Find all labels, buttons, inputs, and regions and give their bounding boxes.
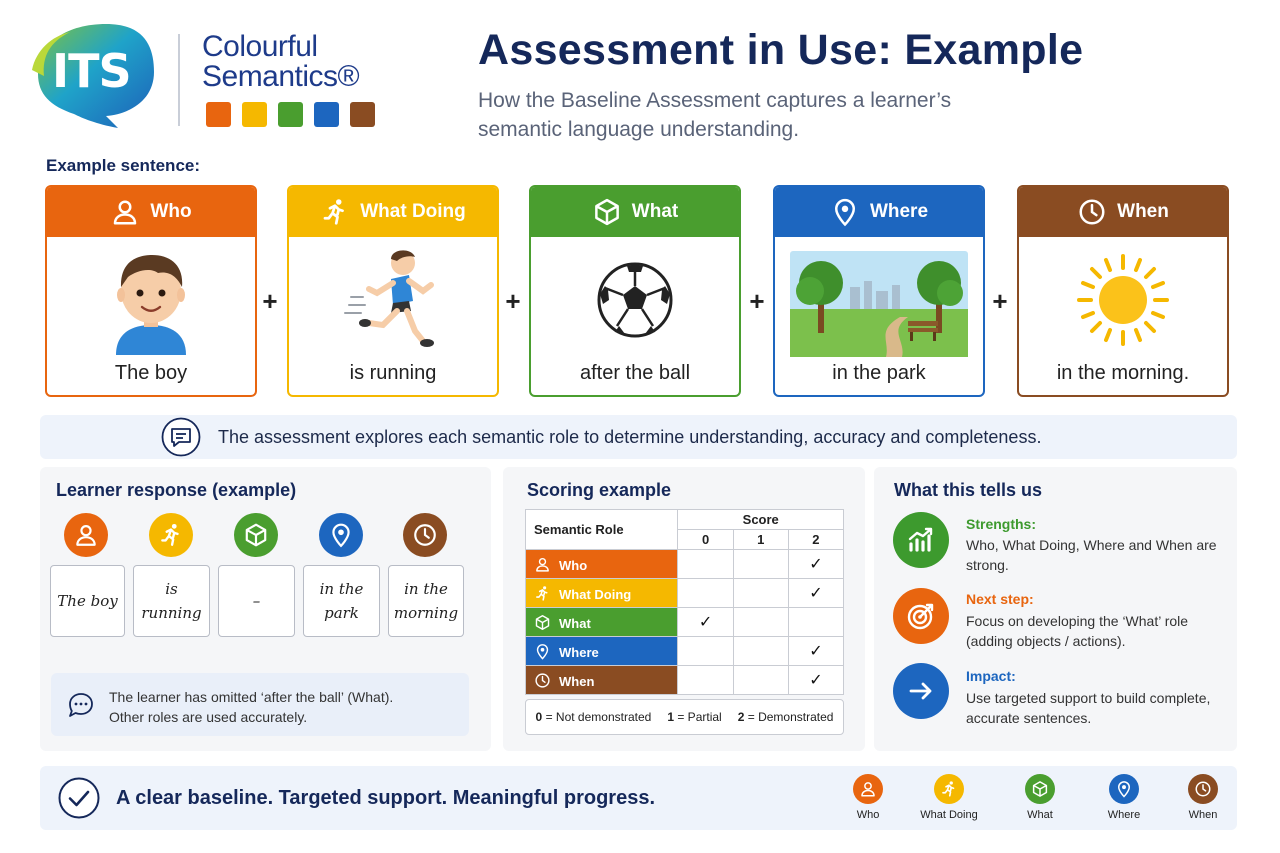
- example-sentence-label: Example sentence:: [46, 156, 201, 175]
- learner-note-line2: Other roles are used accurately.: [109, 709, 308, 725]
- score-cell: ✓: [788, 637, 843, 666]
- score-level-2: 2: [788, 530, 843, 550]
- score-cell: ✓: [788, 579, 843, 608]
- score-cell: ✓: [678, 608, 733, 637]
- cube-icon: [534, 614, 551, 631]
- boy-illustration: [47, 245, 255, 355]
- brand-name-line2: Semantics®: [202, 60, 360, 93]
- score-level-1: 1: [733, 530, 788, 550]
- score-cell: [678, 579, 733, 608]
- learner-response-what: –: [218, 565, 295, 637]
- speech-bubble-icon: [161, 417, 201, 457]
- score-cell: ✓: [788, 550, 843, 579]
- score-role-label: Who: [559, 557, 588, 573]
- learner-note: [51, 673, 469, 736]
- score-role-who: [526, 550, 678, 579]
- learner-response-where: in the park: [303, 565, 380, 637]
- score-cell: [678, 550, 733, 579]
- role-card-phrase: in the park: [832, 362, 926, 384]
- role-card-where: [773, 185, 985, 397]
- cube-icon: [1025, 774, 1055, 804]
- footer-role-when: [1158, 774, 1248, 821]
- person-icon: [534, 556, 551, 573]
- running-icon: [534, 585, 551, 602]
- sun-illustration: [1019, 245, 1227, 355]
- role-card-what-doing: [287, 185, 499, 397]
- banner-text: The assessment explores each semantic role to determine understanding, accuracy and completeness.: [218, 426, 1042, 447]
- park-illustration: [775, 249, 983, 359]
- running-icon: [320, 197, 350, 227]
- footer-role-what: [995, 774, 1085, 821]
- target-icon: [893, 588, 949, 644]
- score-header: Score: [678, 510, 844, 530]
- square-brown: [350, 102, 375, 127]
- arrow-right-icon: [893, 663, 949, 719]
- role-card-title: What Doing: [360, 201, 466, 222]
- learner-note-line1: The learner has omitted ‘after the ball’ (What).: [109, 689, 394, 705]
- strengths-heading: Strengths:: [966, 516, 1036, 532]
- role-card-phrase: after the ball: [579, 362, 691, 384]
- footer-tagline: A clear baseline. Targeted support. Meaningful progress.: [116, 787, 656, 809]
- what-doing-role-icon: [149, 513, 193, 557]
- score-role-when: [526, 666, 678, 695]
- score-cell: [733, 579, 788, 608]
- legend-item: 0 = Not demonstrated: [535, 710, 652, 724]
- square-green: [278, 102, 303, 127]
- bar-chart-icon: [893, 512, 949, 568]
- score-cell: [733, 637, 788, 666]
- role-card-phrase: in the morning.: [1056, 362, 1190, 384]
- semantic-role-header: Semantic Role: [526, 510, 678, 550]
- location-pin-icon: [1109, 774, 1139, 804]
- when-role-icon: [403, 513, 447, 557]
- plus-sign: +: [749, 286, 765, 316]
- role-card-phrase: The boy: [114, 362, 188, 384]
- role-card-header: [289, 187, 497, 237]
- footer-banner: [40, 766, 1237, 830]
- scoring-table: [525, 509, 844, 695]
- role-card-who: [45, 185, 257, 397]
- plus-sign: +: [262, 286, 278, 316]
- page-subtitle: How the Baseline Assessment captures a learner’s semantic language understanding.: [478, 89, 952, 141]
- score-role-what: [526, 608, 678, 637]
- footer-role-label: Where: [1107, 809, 1141, 821]
- square-blue: [314, 102, 339, 127]
- square-orange: [206, 102, 231, 127]
- role-card-header: [531, 187, 739, 237]
- square-yellow: [242, 102, 267, 127]
- role-card-title: Where: [869, 201, 929, 222]
- score-row-what-doing: [526, 579, 844, 608]
- footer-role-label: What: [1027, 809, 1053, 821]
- footer-role-what-doing: [904, 774, 994, 821]
- impact-body: Use targeted support to build complete, accurate sentences.: [966, 690, 1211, 726]
- footer-role-label: When: [1188, 809, 1218, 821]
- footer-role-label: What Doing: [920, 809, 978, 821]
- role-card-header: [775, 187, 983, 237]
- score-role-label: What: [559, 615, 591, 631]
- role-card-phrase: is running: [349, 362, 437, 384]
- its-logo-text: ITS: [52, 44, 131, 98]
- person-icon: [110, 197, 140, 227]
- score-role-label: When: [559, 673, 595, 689]
- role-card-header: [47, 187, 255, 237]
- who-role-icon: [64, 513, 108, 557]
- page-title: Assessment in Use: Example: [478, 26, 1084, 74]
- score-role-what-doing: [526, 579, 678, 608]
- learner-response-what-doing: is running: [133, 565, 210, 637]
- score-role-where: [526, 637, 678, 666]
- cube-icon: [243, 522, 269, 548]
- location-pin-icon: [534, 643, 551, 660]
- score-level-0: 0: [678, 530, 733, 550]
- role-card-what: [529, 185, 741, 397]
- next-step-heading: Next step:: [966, 591, 1034, 607]
- football-illustration: [531, 245, 739, 355]
- score-row-when: [526, 666, 844, 695]
- running-icon: [158, 522, 184, 548]
- score-cell: [678, 666, 733, 695]
- person-icon: [853, 774, 883, 804]
- logo-divider: [178, 34, 180, 126]
- score-legend: [525, 699, 844, 735]
- clock-icon: [1188, 774, 1218, 804]
- logo: [26, 22, 426, 132]
- score-role-label: Where: [559, 644, 599, 660]
- cube-icon: [592, 197, 622, 227]
- tells-title: What this tells us: [894, 480, 1043, 500]
- scoring-title: Scoring example: [527, 480, 672, 500]
- role-card-title: When: [1117, 201, 1169, 222]
- strengths-body: Who, What Doing, Where and When are strong.: [966, 537, 1217, 573]
- score-row-what: [526, 608, 844, 637]
- legend-item: 1 = Partial: [667, 710, 722, 724]
- person-icon: [73, 522, 99, 548]
- running-boy-illustration: [289, 245, 497, 355]
- location-pin-icon: [830, 197, 860, 227]
- role-card-when: [1017, 185, 1229, 397]
- learner-response-title: Learner response (example): [56, 480, 297, 500]
- score-role-label: What Doing: [559, 586, 632, 602]
- clock-icon: [534, 672, 551, 689]
- learner-response-who: The boy: [50, 565, 125, 637]
- plus-sign: +: [992, 286, 1008, 316]
- clock-icon: [412, 522, 438, 548]
- role-card-title: What: [631, 201, 679, 222]
- next-step-body: Focus on developing the ‘What’ role (adding objects / actions).: [966, 613, 1189, 649]
- score-row-who: [526, 550, 844, 579]
- role-card-title: Who: [150, 201, 192, 222]
- score-cell: [678, 637, 733, 666]
- brand-name-line1: Colourful: [202, 30, 318, 63]
- score-cell: [733, 550, 788, 579]
- location-pin-icon: [328, 522, 354, 548]
- score-cell: [733, 608, 788, 637]
- checkmark-circle-icon: [58, 777, 100, 819]
- what-role-icon: [234, 513, 278, 557]
- footer-role-where: [1079, 774, 1169, 821]
- legend-item: 2 = Demonstrated: [737, 710, 834, 724]
- brand-colour-squares: [206, 102, 375, 127]
- score-cell: [733, 666, 788, 695]
- score-row-where: [526, 637, 844, 666]
- speech-bubble-icon: [65, 689, 97, 721]
- role-card-header: [1019, 187, 1227, 237]
- footer-role-label: Who: [856, 809, 880, 821]
- score-cell: [788, 608, 843, 637]
- plus-sign: +: [505, 286, 521, 316]
- footer-role-who: [823, 774, 913, 821]
- where-role-icon: [319, 513, 363, 557]
- score-cell: ✓: [788, 666, 843, 695]
- learner-response-when: in the morning: [388, 565, 464, 637]
- info-banner: [40, 415, 1237, 459]
- impact-heading: Impact:: [966, 668, 1016, 684]
- clock-icon: [1077, 197, 1107, 227]
- running-icon: [934, 774, 964, 804]
